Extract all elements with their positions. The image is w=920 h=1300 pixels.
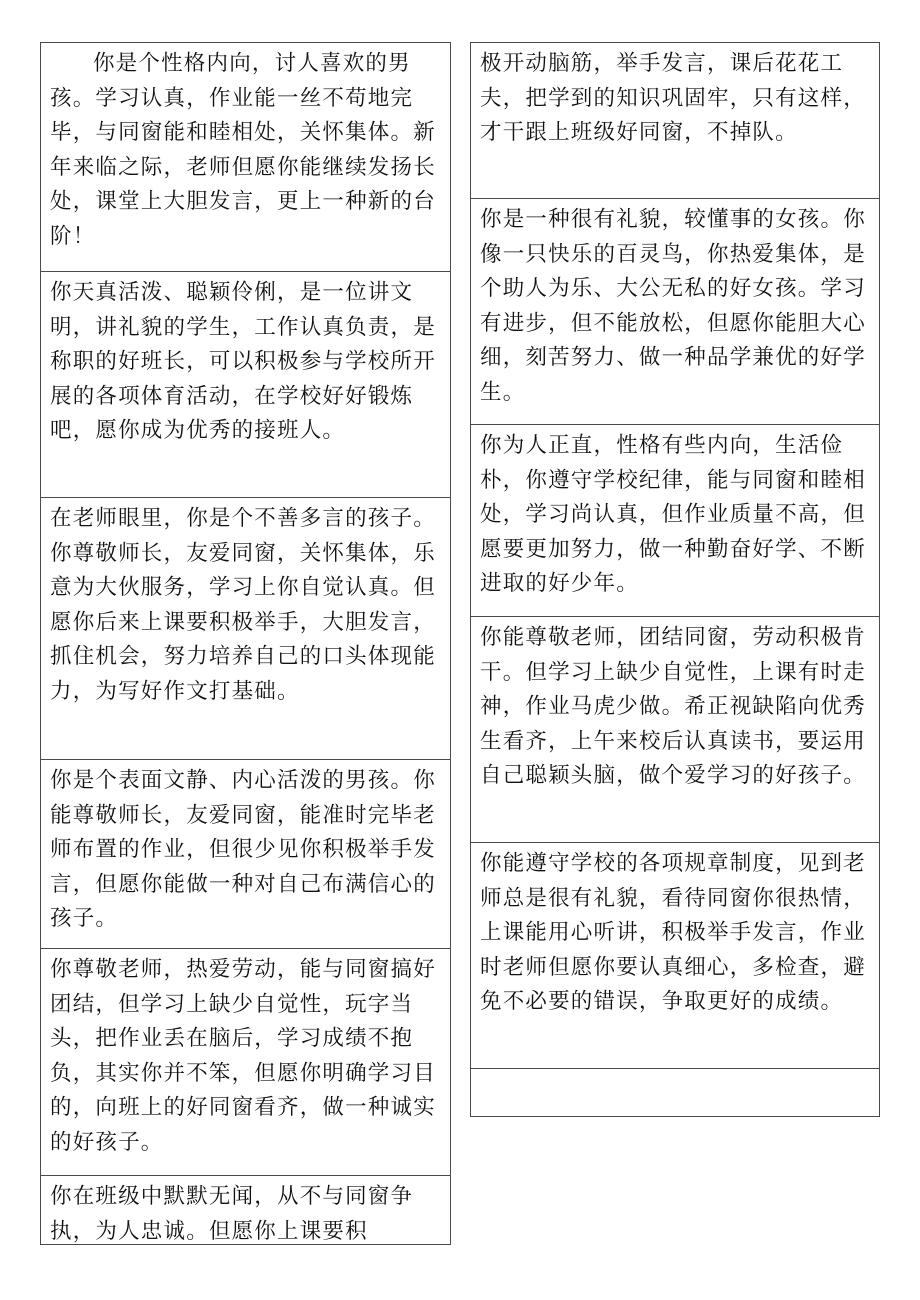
comment-cell xyxy=(41,759,450,948)
comment-text: 你能尊敬老师，团结同窗，劳动积极肯干。但学习上缺少自觉性，上课有时走神，作业马虎少做。希正视缺陷向优秀生看齐，上午来校后认真读书，要运用自己聪颖头脑，做个爱学习的好孩子。 xyxy=(480,625,866,788)
comment-text: 极开动脑筋，举手发言，课后花花工夫，把学到的知识巩固牢，只有这样，才干跟上班级好同窗，不掉队。 xyxy=(480,51,866,145)
comment-cell xyxy=(471,842,879,1068)
comment-cell xyxy=(41,497,450,759)
comment-cell xyxy=(471,198,879,424)
comment-text: 你为人正直，性格有些内向，生活俭朴，你遵守学校纪律，能与同窗和睦相处，学习尚认真，但作业质量不高，但愿要更加努力，做一种勤奋好学、不断进取的好少年。 xyxy=(480,433,866,596)
comment-text: 你尊敬老师，热爱劳动，能与同窗搞好团结，但学习上缺少自觉性，玩字当头，把作业丢在脑后，学习成绩不抱负，其实你并不笨，但愿你明确学习目的，向班上的好同窗看齐，做一种诚实的好孩子。 xyxy=(50,957,436,1155)
comment-text: 你能遵守学校的各项规章制度，见到老师总是很有礼貌，看待同窗你很热情，上课能用心听讲，积极举手发言，作业时老师但愿你要认真细心，多检查，避免不必要的错误，争取更好的成绩。 xyxy=(480,851,866,1014)
comment-text: 你是一种很有礼貌，较懂事的女孩。你像一只快乐的百灵鸟，你热爱集体，是个助人为乐、大公无私的好女孩。学习有进步，但不能放松，但愿你能胆大心细，刻苦努力、做一种品学兼优的好学生。 xyxy=(480,207,866,405)
left-comment-column xyxy=(40,42,451,1245)
comment-cell xyxy=(471,616,879,842)
comment-text: 在老师眼里，你是个不善多言的孩子。你尊敬师长，友爱同窗，关怀集体，乐意为大伙服务，学习上你自觉认真。但愿你后来上课要积极举手，大胆发言，抓住机会，努力培养自己的口头体现能力，为写好作文打基础。 xyxy=(50,506,436,704)
comment-cell xyxy=(471,43,879,198)
comment-text: 你是个表面文静、内心活泼的男孩。你能尊敬师长，友爱同窗，能准时完毕老师布置的作业，但很少见你积极举手发言，但愿你能做一种对自己布满信心的孩子。 xyxy=(50,768,436,931)
comment-text: 你在班级中默默无闻，从不与同窗争执，为人忠诚。但愿你上课要积 xyxy=(50,1184,414,1244)
comment-cell xyxy=(41,43,450,271)
comment-cell xyxy=(41,1175,450,1245)
empty-comment-cell xyxy=(471,1068,879,1116)
comment-text: 你是个性格内向，讨人喜欢的男孩。学习认真，作业能一丝不苟地完毕，与同窗能和睦相处，关怀集体。新年来临之际，老师但愿你能继续发扬长处，课堂上大胆发言，更上一种新的台阶！ xyxy=(50,51,436,249)
comment-cell xyxy=(41,271,450,497)
comment-text: 你天真活泼、聪颖伶俐，是一位讲文明，讲礼貌的学生，工作认真负责，是称职的好班长，可以积极参与学校所开展的各项体育活动，在学校好好锻炼吧，愿你成为优秀的接班人。 xyxy=(50,280,436,443)
comment-cell xyxy=(41,948,450,1175)
comment-cell xyxy=(471,424,879,616)
right-comment-column xyxy=(470,42,880,1117)
